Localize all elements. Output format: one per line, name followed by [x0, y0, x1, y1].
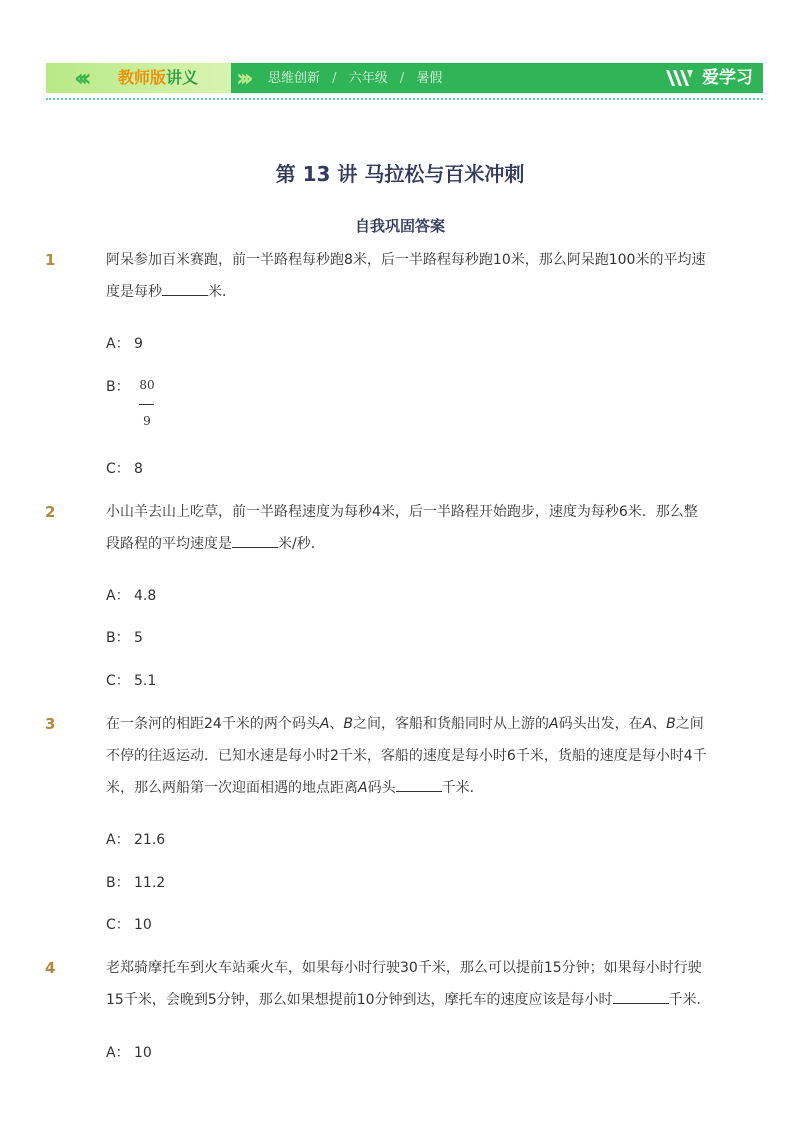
- section-title: 自我巩固答案: [354, 217, 445, 235]
- lecture-title: 第 13 讲 马拉松与百米冲刺: [275, 162, 525, 186]
- option-c: [106, 671, 156, 691]
- question-line: [106, 984, 716, 1016]
- question-line: [106, 772, 716, 804]
- option-label: C：: [106, 673, 130, 689]
- question-line-tail: 千米．: [668, 992, 711, 1008]
- point-label: A: [358, 780, 368, 796]
- question-text: [106, 244, 716, 308]
- option-label: B：: [106, 379, 130, 395]
- aixuexi-logo-icon: [664, 66, 698, 90]
- question-line-text: 、: [329, 716, 344, 732]
- option-value: 11.2: [134, 875, 166, 891]
- point-label: A: [642, 716, 653, 732]
- option-a: [106, 830, 165, 850]
- breadcrumb-item: 六年级: [348, 71, 388, 86]
- header-banner: [46, 63, 763, 93]
- question-line-tail: 米．: [208, 284, 236, 300]
- double-chevron-left-icon: ‹‹‹: [74, 64, 86, 92]
- option-label: B：: [106, 875, 130, 891]
- option-value: 10: [134, 1045, 152, 1061]
- question-text: [106, 496, 716, 560]
- question-line-tail: 米/秒．: [278, 536, 325, 552]
- option-b: [106, 628, 143, 648]
- question-number: 2: [45, 503, 56, 521]
- question-line-text: 之间: [675, 716, 704, 732]
- brand-name: 爱学习: [702, 68, 753, 88]
- answer-blank: [162, 281, 208, 296]
- option-label: A：: [106, 1045, 130, 1061]
- question-line: 老郑骑摩托车到火车站乘火车，如果每小时行驶30千米，那么可以提前15分钟；如果每小时行驶: [106, 960, 702, 976]
- point-label: A: [319, 716, 330, 732]
- option-label: B：: [106, 630, 130, 646]
- handout-title-suffix: 讲义: [166, 68, 199, 87]
- breadcrumb-separator: /: [399, 71, 405, 86]
- option-c: [106, 459, 143, 479]
- point-label: B: [666, 716, 676, 732]
- answer-blank: [232, 533, 278, 548]
- question-text: [106, 708, 716, 804]
- breadcrumb: [268, 71, 450, 87]
- question-line-text: 度是每秒: [106, 284, 162, 300]
- question-number: 3: [45, 715, 56, 733]
- point-label: B: [343, 716, 354, 732]
- option-label: C：: [106, 461, 130, 477]
- question-line-text: 码头出发，在: [558, 716, 643, 732]
- question-line: 不停的往返运动．已知水速是每小时2千米，客船的速度是每小时6千米，货船的速度是每小时4千: [106, 748, 707, 764]
- question-line-text: 米，那么两船第一次迎面相遇的地点距离: [106, 780, 358, 796]
- breadcrumb-item: 思维创新: [268, 71, 321, 86]
- fraction-denominator: 9: [143, 414, 151, 428]
- question-line-text: 码头: [367, 780, 396, 796]
- breadcrumb-item: 暑假: [416, 71, 443, 86]
- option-value: 10: [134, 917, 152, 933]
- answer-blank: [396, 777, 442, 792]
- point-label: A: [549, 716, 559, 732]
- option-value: 8: [134, 461, 143, 477]
- option-a: [106, 1043, 152, 1063]
- option-label: C：: [106, 917, 130, 933]
- handout-title-prefix: 教师版: [118, 68, 167, 87]
- option-label: A：: [106, 336, 130, 352]
- option-value: 4.8: [134, 588, 157, 604]
- question-line: [106, 276, 716, 308]
- option-c: [106, 915, 152, 935]
- option-value: 21.6: [134, 832, 166, 848]
- question-text: [106, 952, 716, 1016]
- fraction-numerator: 80: [139, 378, 155, 392]
- option-label: A：: [106, 832, 130, 848]
- breadcrumb-separator: /: [332, 71, 337, 86]
- question-line-text: 、: [652, 716, 667, 732]
- brand: [664, 66, 753, 90]
- answer-blank: [613, 989, 669, 1004]
- question-number: 4: [45, 959, 56, 977]
- question-line: [106, 708, 716, 740]
- question-line: [106, 528, 716, 560]
- option-b: [106, 377, 134, 397]
- option-value: 5: [134, 630, 143, 646]
- question-line-text: 15千米，会晚到5分钟，那么如果想提前10分钟到达，摩托车的速度应该是每小时: [106, 992, 613, 1008]
- question-line: 小山羊去山上吃草，前一半路程速度为每秒4米，后一半路程开始跑步，速度为每秒6米．那么整: [106, 504, 698, 520]
- header-divider: [46, 98, 763, 100]
- question-line-text: 之间，客船和货船同时从上游的: [353, 716, 550, 732]
- option-b: [106, 873, 165, 893]
- option-a: [106, 586, 156, 606]
- option-value: 9: [134, 336, 143, 352]
- question-number: 1: [45, 251, 56, 269]
- question-line-tail: 千米．: [441, 780, 484, 796]
- fraction-bar: [139, 404, 154, 405]
- option-a: [106, 334, 143, 354]
- option-value: 5.1: [134, 673, 157, 689]
- handout-title: [118, 68, 198, 88]
- question-line: 阿呆参加百米赛跑，前一半路程每秒跑8米，后一半路程每秒跑10米，那么阿呆跑100米的平均速: [106, 252, 706, 268]
- double-chevron-right-icon: ›››: [236, 64, 248, 92]
- option-label: A：: [106, 588, 130, 604]
- question-line-text: 在一条河的相距24千米的两个码头: [106, 716, 320, 732]
- question-line-text: 段路程的平均速度是: [106, 536, 232, 552]
